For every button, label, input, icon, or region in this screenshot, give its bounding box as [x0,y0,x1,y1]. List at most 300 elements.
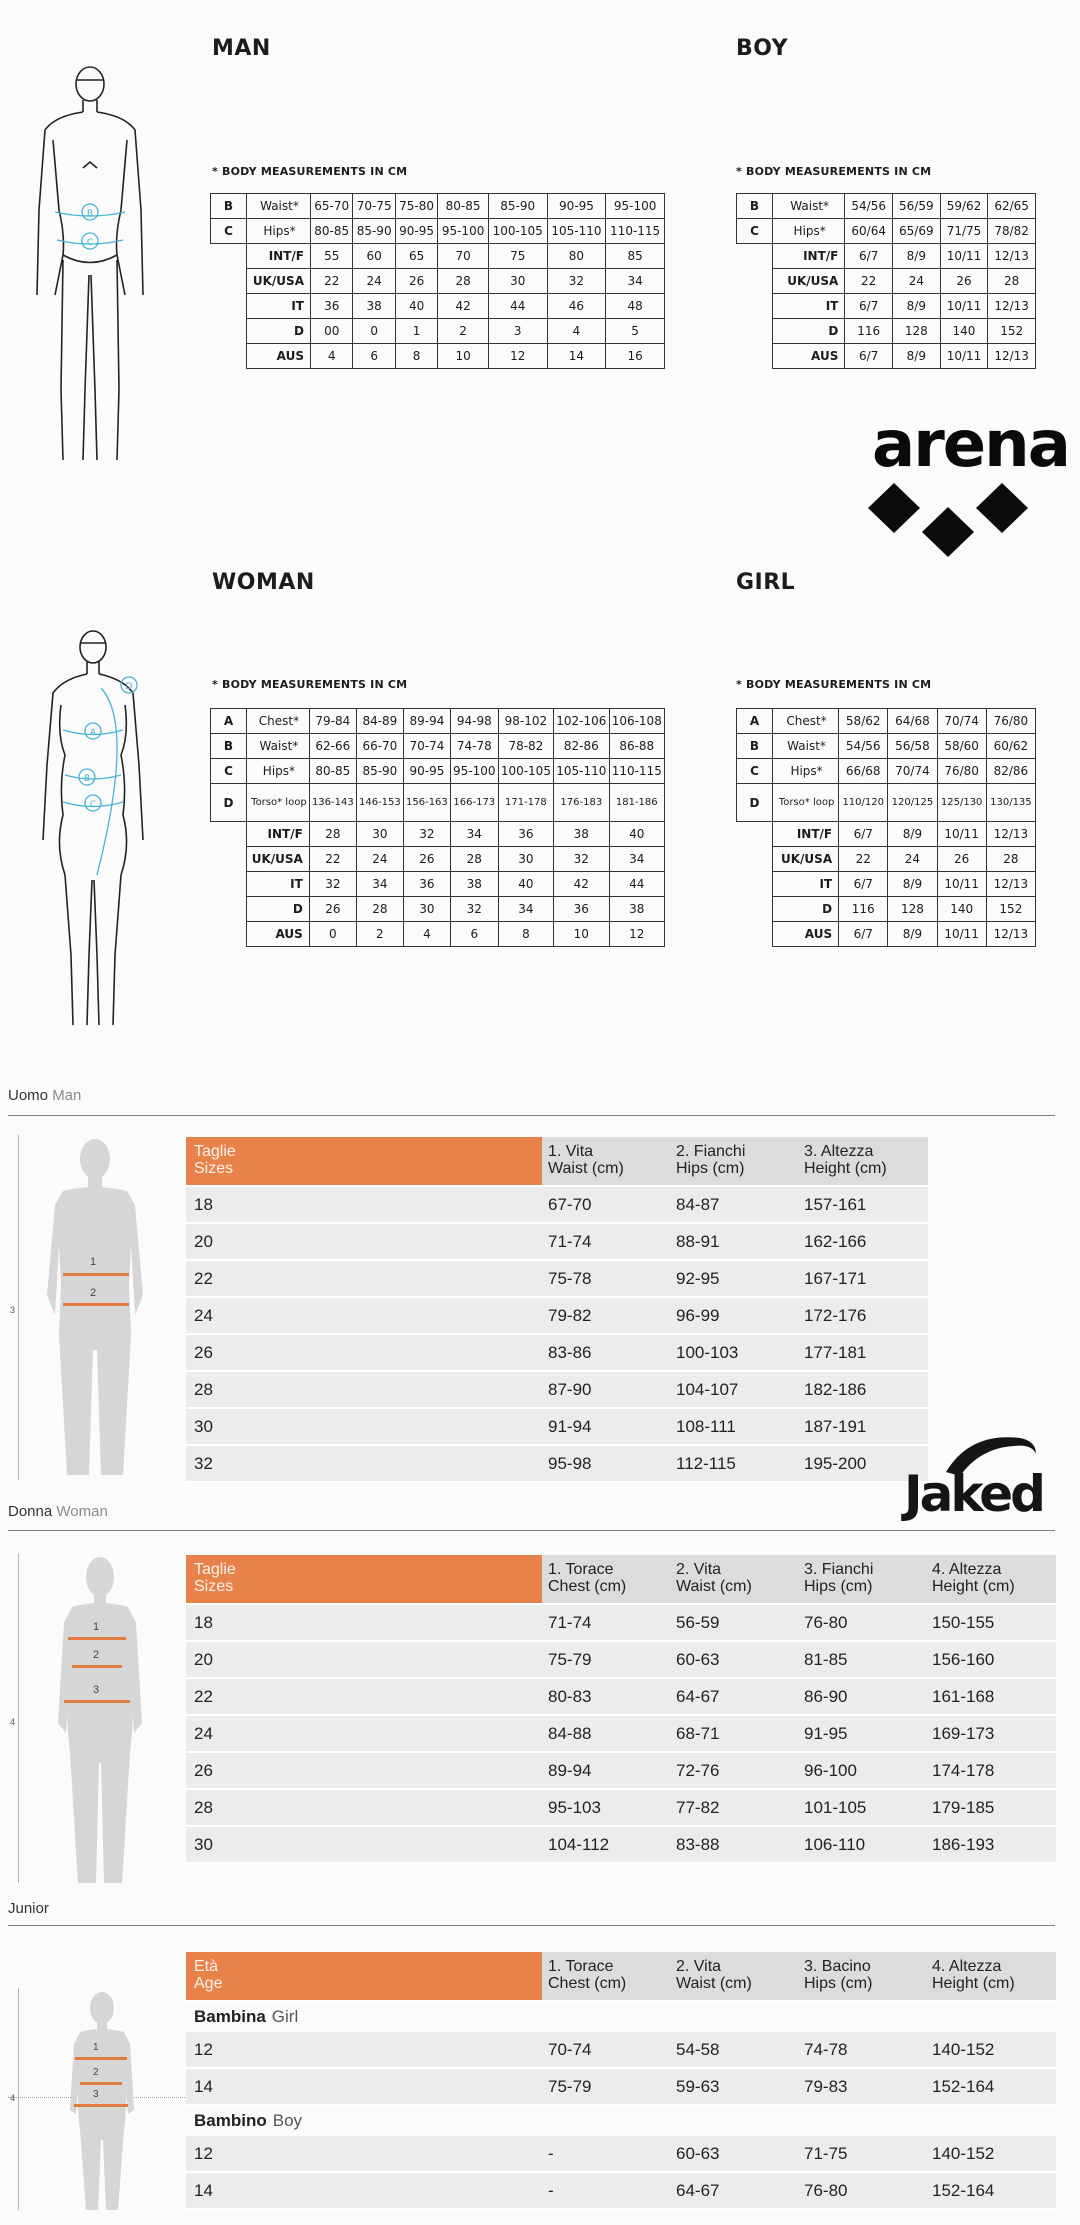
man-measure-value: 65-70 [310,194,352,219]
jaked-woman-table-cell: 150-155 [932,1612,995,1632]
boy-measure-row [737,219,1036,244]
boy-size-value: 28 [988,269,1036,294]
girl-size-gap [737,872,773,897]
jaked-junior-girl-table-row [186,2032,1056,2069]
jaked-man-table-row [186,1335,928,1372]
jaked-woman-height-line [18,1553,19,1883]
jaked-man-table-row [186,1446,928,1483]
boy-measure-label: Waist* [773,194,845,219]
jaked-man-section-label [8,1087,81,1104]
svg-text:C: C [89,800,97,810]
jaked-man-header-en: Sizes [194,1160,234,1177]
man-size-value: 00 [310,319,352,344]
jaked-junior-girl-subheader-it: Bambina [194,2007,266,2026]
man-size-value: 75 [488,244,547,269]
jaked-man-table-cell: 167-171 [804,1268,867,1288]
man-size-value: 26 [395,269,437,294]
jaked-woman-table-cell: 169-173 [932,1723,995,1743]
jaked-junior-size-table [186,1952,1056,2210]
girl-size-label: INT/F [773,822,839,847]
girl-measure-value: 56/58 [888,734,937,759]
man-size-label: AUS [247,344,311,369]
woman-size-value: 28 [309,822,356,847]
man-size-row [211,344,665,369]
girl-size-row [737,922,1036,947]
jaked-man-table-row [186,1261,928,1298]
woman-measure-value: 95-100 [450,759,498,784]
man-measure-value: 75-80 [395,194,437,219]
woman-measure-value: 89-94 [403,709,450,734]
jaked-man-table-cell: 18 [194,1194,213,1214]
jaked-woman-silhouette [50,1553,150,1888]
man-size-value: 80 [547,244,606,269]
jaked-man-table-cell: 88-91 [676,1231,720,1251]
woman-measure-value: 66-70 [356,734,403,759]
woman-measure-value: 98-102 [498,709,553,734]
jaked-woman-table-cell: 84-88 [548,1723,592,1743]
jaked-junior-marker-line-2 [80,2082,122,2085]
boy-size-label: AUS [773,344,845,369]
boy-measure-letter: C [737,219,773,244]
woman-measure-value: 62-66 [309,734,356,759]
jaked-man-table-cell: 87-90 [548,1379,592,1399]
svg-text:A: A [89,728,97,738]
woman-size-value: 4 [403,922,450,947]
jaked-man-header-cell [186,1137,542,1185]
man-size-value: 8 [395,344,437,369]
boy-size-value: 10/11 [940,294,988,319]
man-measure-value: 95-100 [438,219,489,244]
woman-size-value: 36 [554,897,609,922]
woman-size-value: 0 [309,922,356,947]
boy-size-value: 10/11 [940,244,988,269]
man-measure-letter: B [211,194,247,219]
woman-size-label: AUS [247,922,310,947]
woman-size-value: 24 [356,847,403,872]
girl-size-value: 6/7 [839,872,888,897]
man-measure-value: 90-95 [547,194,606,219]
jaked-woman-table-cell: 104-112 [548,1834,610,1854]
boy-size-value: 8/9 [893,294,941,319]
woman-measure-letter: B [211,734,247,759]
boy-size-value: 12/13 [988,344,1036,369]
jaked-woman-table-cell: 71-74 [548,1612,592,1632]
jaked-woman-table-cell: 81-85 [804,1649,848,1669]
arena-logo-text: arena [872,408,1069,482]
boy-measure-value: 59/62 [940,194,988,219]
woman-measure-value: 181-186 [609,784,664,822]
jaked-man-table-row [186,1372,928,1409]
jaked-woman-label-it: Donna [8,1503,53,1520]
jaked-man-marker-line-2 [63,1303,129,1306]
man-size-value: 2 [438,319,489,344]
boy-size-gap [737,244,773,269]
woman-measure-value: 84-89 [356,709,403,734]
boy-size-value: 140 [940,319,988,344]
svg-text:C: C [86,238,94,248]
boy-measure-value: 60/64 [845,219,893,244]
man-size-value: 34 [606,269,665,294]
man-size-gap [211,269,247,294]
jaked-woman-table-cell: 156-160 [932,1649,995,1669]
woman-measure-value: 100-105 [498,759,553,784]
girl-size-gap [737,897,773,922]
woman-size-value: 36 [403,872,450,897]
jaked-woman-table-cell: 77-82 [676,1797,720,1817]
jaked-woman-header-row [186,1555,1056,1605]
jaked-woman-table-row [186,1605,1056,1642]
jaked-man-size-table [186,1137,928,1483]
boy-size-value: 12/13 [988,244,1036,269]
jaked-woman-header-en: Chest (cm) [548,1578,627,1595]
girl-measure-letter: D [737,784,773,822]
girl-size-label: UK/USA [773,847,839,872]
jaked-junior-boy-subheader [186,2106,1056,2136]
jaked-junior-header-row [186,1952,1056,2002]
boy-size-row [737,269,1036,294]
jaked-woman-table-cell: 24 [194,1723,213,1743]
jaked-junior-boy-subheader-cell [186,2111,302,2131]
girl-measure-value: 64/68 [888,709,937,734]
girl-measure-letter: B [737,734,773,759]
woman-measure-value: 110-115 [609,759,664,784]
jaked-junior-header-cell [670,1952,798,2000]
man-size-value: 42 [438,294,489,319]
jaked-junior-divider [8,1925,1055,1926]
jaked-woman-divider [8,1530,1055,1531]
man-size-label: UK/USA [247,269,311,294]
girl-size-value: 10/11 [937,822,986,847]
man-size-value: 32 [547,269,606,294]
jaked-woman-table-cell: 161-168 [932,1686,995,1706]
woman-size-value: 26 [403,847,450,872]
jaked-man-header-row [186,1137,928,1187]
woman-measure-value: 86-88 [609,734,664,759]
girl-size-value: 10/11 [937,872,986,897]
jaked-man-height-line [18,1135,19,1480]
boy-measure-value: 65/69 [893,219,941,244]
man-size-value: 22 [310,269,352,294]
jaked-woman-header-it: 2. Vita [676,1561,722,1578]
girl-measure-label: Torso* loop [773,784,839,822]
girl-size-value: 22 [839,847,888,872]
woman-measure-letter: D [211,784,247,822]
jaked-woman-table-cell: 86-90 [804,1686,848,1706]
man-measure-value: 105-110 [547,219,606,244]
man-size-value: 70 [438,244,489,269]
man-measure-value: 100-105 [488,219,547,244]
woman-measure-value: 171-178 [498,784,553,822]
jaked-man-table-cell: 26 [194,1342,213,1362]
woman-size-value: 28 [356,897,403,922]
jaked-junior-silhouette [62,1990,142,2215]
jaked-junior-boy-subheader-it: Bambino [194,2111,267,2130]
woman-size-value: 32 [403,822,450,847]
jaked-junior-marker-line-3 [74,2104,128,2107]
jaked-woman-header-it: 1. Torace [548,1561,614,1578]
jaked-woman-marker-2: 2 [93,1649,100,1661]
boy-title: BOY [736,36,789,61]
jaked-man-table-cell: 28 [194,1379,213,1399]
girl-size-value: 12/13 [986,922,1035,947]
jaked-woman-table-cell: 91-95 [804,1723,848,1743]
woman-measure-row [211,734,665,759]
jaked-man-header-cell [542,1137,670,1185]
man-size-gap [211,344,247,369]
jaked-man-table-cell: 92-95 [676,1268,720,1288]
woman-size-value: 40 [498,872,553,897]
girl-size-label: D [773,897,839,922]
jaked-junior-header-en: Age [194,1975,223,1992]
arena-girl-size-table [736,708,1036,947]
girl-size-value: 8/9 [888,872,937,897]
jaked-man-table-cell: 162-166 [804,1231,867,1251]
man-size-value: 30 [488,269,547,294]
woman-measure-label: Chest* [247,709,310,734]
woman-size-gap [211,922,247,947]
girl-measure-value: 120/125 [888,784,937,822]
girl-size-value: 8/9 [888,822,937,847]
man-size-value: 85 [606,244,665,269]
girl-size-row [737,872,1036,897]
boy-size-value: 24 [893,269,941,294]
jaked-man-table-cell: 71-74 [548,1231,592,1251]
boy-size-value: 8/9 [893,344,941,369]
man-size-value: 40 [395,294,437,319]
woman-measure-letter: C [211,759,247,784]
jaked-junior-boy-table-cell: - [548,2180,554,2200]
jaked-man-table-cell: 108-111 [676,1416,736,1436]
jaked-woman-size-table [186,1555,1056,1864]
woman-size-value: 38 [450,872,498,897]
woman-size-value: 22 [309,847,356,872]
jaked-man-header-en: Waist (cm) [548,1160,624,1177]
man-size-value: 36 [310,294,352,319]
jaked-man-table-cell: 20 [194,1231,213,1251]
man-size-label: INT/F [247,244,311,269]
man-size-value: 24 [353,269,395,294]
man-body-figure [25,60,155,470]
woman-measure-value: 85-90 [356,759,403,784]
man-size-value: 5 [606,319,665,344]
woman-size-gap [211,847,247,872]
jaked-woman-header-en: Height (cm) [932,1578,1015,1595]
girl-measure-row [737,759,1036,784]
man-size-gap [211,244,247,269]
girl-size-row [737,847,1036,872]
man-size-value: 10 [438,344,489,369]
jaked-woman-table-row [186,1642,1056,1679]
jaked-man-marker-2: 2 [90,1287,97,1299]
girl-measure-value: 130/135 [986,784,1035,822]
jaked-junior-header-en: Height (cm) [932,1975,1015,1992]
woman-measure-row [211,709,665,734]
jaked-woman-table-cell: 20 [194,1649,213,1669]
jaked-man-table-cell: 195-200 [804,1453,867,1473]
jaked-junior-boy-table-cell: 14 [194,2180,213,2200]
woman-size-value: 32 [450,897,498,922]
man-size-value: 60 [353,244,395,269]
svg-text:B: B [86,209,94,219]
girl-size-value: 116 [839,897,888,922]
girl-size-value: 24 [888,847,937,872]
jaked-man-table-cell: 157-161 [804,1194,867,1214]
boy-size-value: 22 [845,269,893,294]
jaked-woman-marker-3: 3 [93,1684,100,1696]
jaked-man-divider [8,1115,1055,1116]
jaked-woman-marker-1: 1 [93,1621,100,1633]
jaked-woman-table-cell: 95-103 [548,1797,601,1817]
jaked-junior-marker-line-1 [75,2057,127,2060]
woman-size-row [211,822,665,847]
jaked-woman-table-cell: 28 [194,1797,213,1817]
jaked-man-table-cell: 91-94 [548,1416,592,1436]
jaked-woman-table-cell: 60-63 [676,1649,720,1669]
girl-measure-row [737,734,1036,759]
arena-diamond-logo-icon [868,480,1028,560]
jaked-woman-table-cell: 96-100 [804,1760,857,1780]
jaked-logo-text: Jaked [904,1465,1043,1523]
woman-size-value: 30 [403,897,450,922]
boy-size-label: INT/F [773,244,845,269]
man-title: MAN [212,36,271,61]
girl-size-value: 6/7 [839,922,888,947]
jaked-woman-table-cell: 68-71 [676,1723,720,1743]
boy-size-value: 128 [893,319,941,344]
man-measure-value: 85-90 [488,194,547,219]
woman-measure-letter: A [211,709,247,734]
jaked-man-silhouette [35,1135,155,1485]
girl-size-gap [737,922,773,947]
woman-size-value: 40 [609,822,664,847]
woman-size-value: 36 [498,822,553,847]
woman-measure-row [211,784,665,822]
jaked-woman-table-cell: 22 [194,1686,213,1706]
man-measure-row [211,194,665,219]
jaked-junior-header-it: 1. Torace [548,1958,614,1975]
woman-size-value: 34 [498,897,553,922]
boy-measure-value: 78/82 [988,219,1036,244]
jaked-junior-girl-table-row [186,2069,1056,2106]
woman-size-label: INT/F [247,822,310,847]
jaked-woman-header-en: Waist (cm) [676,1578,752,1595]
boy-size-value: 10/11 [940,344,988,369]
girl-measure-value: 70/74 [937,709,986,734]
boy-size-label: D [773,319,845,344]
girl-measure-value: 82/86 [986,759,1035,784]
woman-size-value: 26 [309,897,356,922]
jaked-man-table-cell: 67-70 [548,1194,592,1214]
jaked-woman-section-label [8,1503,108,1520]
jaked-woman-header-cell [670,1555,798,1603]
boy-size-label: UK/USA [773,269,845,294]
boy-size-label: IT [773,294,845,319]
jaked-woman-table-cell: 75-79 [548,1649,592,1669]
jaked-junior-boy-table-row [186,2173,1056,2210]
man-size-value: 6 [353,344,395,369]
girl-measure-value: 125/130 [937,784,986,822]
woman-body-figure [35,625,155,1045]
jaked-junior-header-it: 2. Vita [676,1958,722,1975]
jaked-man-header-it: Taglie [194,1143,236,1160]
boy-size-value: 116 [845,319,893,344]
jaked-man-table-cell: 24 [194,1305,213,1325]
jaked-junior-boy-table-cell: - [548,2143,554,2163]
girl-size-value: 10/11 [937,922,986,947]
boy-measurements-label: * BODY MEASUREMENTS IN CM [736,165,932,178]
man-size-value: 4 [547,319,606,344]
jaked-woman-table-cell: 179-185 [932,1797,995,1817]
woman-measurements-label: * BODY MEASUREMENTS IN CM [212,678,408,691]
woman-measure-label: Hips* [247,759,310,784]
woman-size-value: 28 [450,847,498,872]
jaked-junior-header-en: Waist (cm) [676,1975,752,1992]
boy-size-value: 6/7 [845,344,893,369]
jaked-woman-table-cell: 76-80 [804,1612,848,1632]
jaked-man-table-cell: 172-176 [804,1305,867,1325]
man-size-value: 4 [310,344,352,369]
jaked-junior-side-number: 4 [10,2093,16,2103]
jaked-junior-girl-table-cell: 54-58 [676,2039,720,2059]
boy-size-value: 26 [940,269,988,294]
jaked-junior-girl-subheader-en: Girl [271,2007,299,2026]
boy-size-row [737,319,1036,344]
girl-measure-value: 58/62 [839,709,888,734]
jaked-woman-header-cell [926,1555,1056,1603]
girl-size-value: 12/13 [986,822,1035,847]
girl-size-label: IT [773,872,839,897]
man-size-gap [211,294,247,319]
jaked-woman-marker-line-2 [72,1665,122,1668]
man-measure-value: 90-95 [395,219,437,244]
boy-size-row [737,244,1036,269]
jaked-man-side-number: 3 [10,1305,16,1315]
jaked-woman-table-cell: 174-178 [932,1760,995,1780]
man-measure-letter: C [211,219,247,244]
jaked-woman-header-cell [186,1555,542,1603]
jaked-man-table-cell: 95-98 [548,1453,592,1473]
girl-size-value: 140 [937,897,986,922]
jaked-man-header-it: 1. Vita [548,1143,594,1160]
man-size-value: 12 [488,344,547,369]
man-size-value: 3 [488,319,547,344]
girl-size-value: 8/9 [888,922,937,947]
jaked-man-table-cell: 32 [194,1453,213,1473]
woman-size-value: 8 [498,922,553,947]
woman-size-value: 30 [356,822,403,847]
jaked-woman-table-cell: 80-83 [548,1686,592,1706]
woman-size-value: 12 [609,922,664,947]
jaked-junior-marker-2: 2 [93,2067,99,2078]
woman-measure-value: 146-153 [356,784,403,822]
woman-size-row [211,872,665,897]
girl-size-row [737,897,1036,922]
jaked-man-table-cell: 182-186 [804,1379,867,1399]
jaked-junior-marker-3: 3 [93,2089,99,2100]
jaked-woman-table-cell: 101-105 [804,1797,867,1817]
jaked-junior-header-cell [542,1952,670,2000]
jaked-junior-girl-table-cell: 12 [194,2039,213,2059]
girl-measure-row [737,784,1036,822]
girl-size-gap [737,822,773,847]
jaked-woman-header-it: 3. Fianchi [804,1561,874,1578]
woman-size-value: 32 [554,847,609,872]
girl-measure-value: 66/68 [839,759,888,784]
woman-size-value: 38 [554,822,609,847]
woman-measure-value: 70-74 [403,734,450,759]
girl-size-value: 28 [986,847,1035,872]
jaked-man-table-row [186,1187,928,1224]
